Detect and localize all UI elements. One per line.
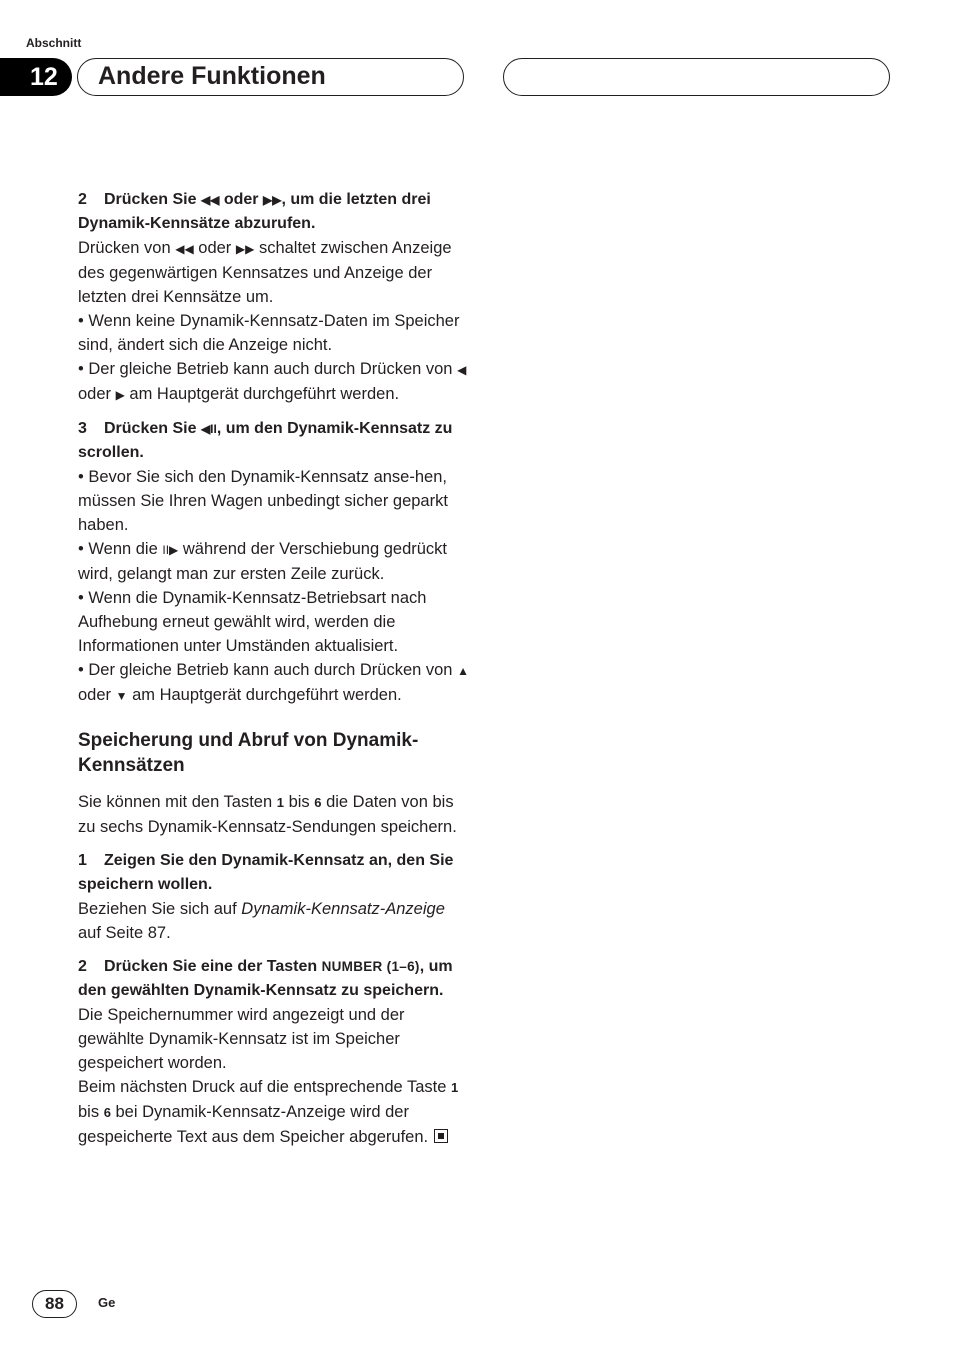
header-right-frame (503, 58, 890, 96)
cross-reference: Dynamik-Kennsatz-Anzeige (241, 900, 445, 918)
end-mark-icon (434, 1129, 448, 1143)
rewind-icon: ◀◀ (200, 193, 220, 207)
pause-left-icon: ◀II (200, 422, 217, 436)
page-number: 88 (32, 1290, 77, 1318)
store-step-2-body-2: Beim nächsten Druck auf die entsprechende Taste 1 bis 6 bei Dynamik-Kennsatz-Anzeige wird der gespeicherte Text aus dem Speicher abgerufen. (78, 1078, 459, 1146)
down-arrow-icon: ▼ (115, 689, 128, 703)
number-keys-label: NUMBER (1–6) (321, 959, 420, 974)
key-6-label: 6 (103, 1105, 111, 1120)
main-column (78, 188, 470, 1149)
step-3-bullet-3: • Wenn die Dynamik-Kennsatz-Betriebsart nach Aufhebung erneut gewählt wird, werden die Informationen unter Umständen aktualisiert. (78, 589, 427, 655)
store-step-2-heading: 2 Drücken Sie eine der Tasten NUMBER (1–6), um den gewählten Dynamik-Kennsatz zu speichern. (78, 958, 453, 999)
language-code: Ge (98, 1295, 116, 1310)
subsection-heading: Speicherung und Abruf von Dynamik-Kennsätzen (78, 730, 419, 776)
forward-icon: ▶▶ (235, 242, 255, 256)
chapter-title-frame (77, 58, 464, 96)
key-1-label: 1 (276, 795, 284, 810)
step-2-bullet-2: • Der gleiche Betrieb kann auch durch Drücken von ◀ oder ▶ am Hauptgerät durchgeführt werden. (78, 360, 467, 403)
up-arrow-icon: ▲ (457, 664, 469, 678)
store-step-2-body-1: Die Speichernummer wird angezeigt und der gewählte Dynamik-Kennsatz ist im Speicher gespeichert worden. (78, 1006, 405, 1072)
forward-icon: ▶▶ (262, 193, 282, 207)
rewind-icon: ◀◀ (175, 242, 194, 256)
step-3-bullet-4: • Der gleiche Betrieb kann auch durch Drücken von ▲ oder ▼ am Hauptgerät durchgeführt werden. (78, 661, 469, 704)
chapter-title: Andere Funktionen (98, 62, 326, 90)
key-6-label: 6 (314, 795, 322, 810)
section-label: Abschnitt (26, 36, 82, 50)
step-3-bullet-1: • Bevor Sie sich den Dynamik-Kennsatz anse-hen, müssen Sie Ihren Wagen unbedingt sicher geparkt haben. (78, 468, 448, 534)
step-2-heading: 2 Drücken Sie ◀◀ oder ▶▶, um die letzten drei Dynamik-Kennsätze abzurufen. (78, 191, 431, 232)
store-step-1-body: Beziehen Sie sich auf Dynamik-Kennsatz-Anzeige auf Seite 87. (78, 900, 445, 942)
pause-right-icon: II▶ (162, 543, 179, 557)
left-arrow-icon: ◀ (457, 363, 467, 377)
step-3-bullet-2: • Wenn die II▶ während der Verschiebung gedrückt wird, gelangt man zur ersten Zeile zurück. (78, 540, 448, 583)
section-number-badge: 12 (0, 58, 72, 96)
key-1-label: 1 (451, 1080, 459, 1095)
subsection-intro: Sie können mit den Tasten 1 bis 6 die Daten von bis zu sechs Dynamik-Kennsatz-Sendungen speichern. (78, 793, 457, 836)
step-2-bullet-1: • Wenn keine Dynamik-Kennsatz-Daten im Speicher sind, ändert sich die Anzeige nicht. (78, 312, 460, 354)
step-3-heading: 3 Drücken Sie ◀II, um den Dynamik-Kennsatz zu scrollen. (78, 420, 453, 461)
store-step-1-heading: 1 Zeigen Sie den Dynamik-Kennsatz an, den Sie speichern wollen. (78, 852, 454, 893)
right-arrow-icon: ▶ (115, 388, 125, 402)
step-2-body: Drücken von ◀◀ oder ▶▶ schaltet zwischen Anzeige des gegenwärtigen Kennsatzes und Anzeige der letzten drei Kennsätze um. (78, 239, 452, 306)
